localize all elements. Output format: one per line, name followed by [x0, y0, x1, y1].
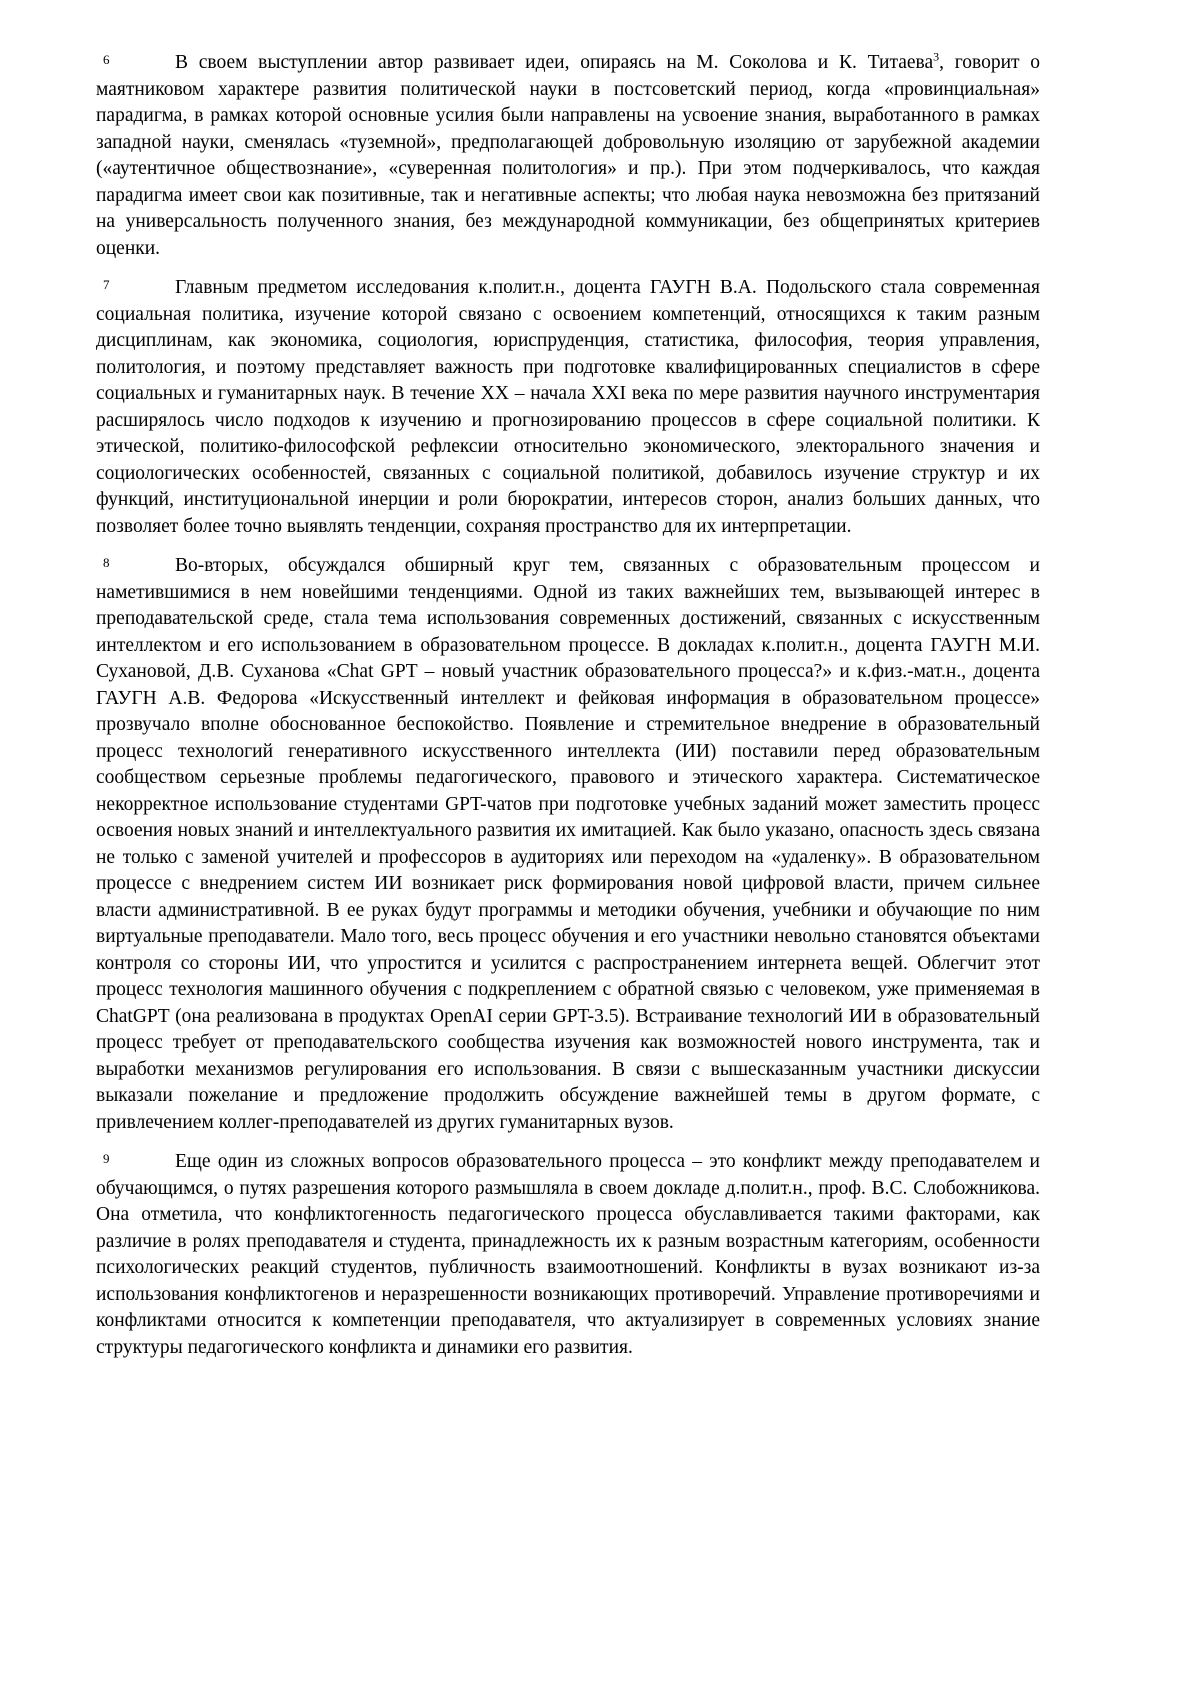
paragraph-text: Главным предметом исследования к.полит.н., доцента ГАУГН В.А. Подольского стала современная социальная политика, изучение которой связано с освоением компетенций, относящихся к таким разным дисциплинам, как экономика, социология, юриспруденция, статистика, философия, теория управления, политология, и поэтому представляет важность при подготовке квалифицированных специалистов в сфере социальных и гуманитарных наук. В течение XX – начала XXI века по мере развития научного инструментария расширялось число подходов к изучению и прогнозированию процессов в сфере социальной политики. К этической, политико-философской рефлексии относительно экономического, электорального значения и социологических особенностей, связанных с социальной политикой, добавилось изучение структур и их функций, институциональной инерции и роли бюрократии, интересов сторон, анализ больших данных, что позволяет более точно выявлять тенденции, сохраняя пространство для их интерпретации.	[96, 277, 1040, 537]
paragraph-number: 7	[103, 277, 110, 292]
footnote-marker: 3	[933, 49, 940, 64]
paragraph-text: Еще один из сложных вопросов образовательного процесса – это конфликт между преподавателем и обучающимся, о путях разрешения которого размышляла в своем докладе д.полит.н., проф. В.С. Слобожникова. Она отметила, что конфликтогенность педагогического процесса обуславливается такими факторами, как различие в ролях преподавателя и студента, принадлежность их к разным возрастным категориям, особенности психологических реакций студентов, публичность взаимоотношений. Конфликты в вузах возникают из-за использования конфликтогенов и неразрешенности возникающих противоречий. Управление противоречиями и конфликтами относится к компетенции преподавателя, что актуализирует в современных условиях знание структуры педагогического конфликта и динамики его развития.	[96, 1151, 1040, 1358]
paragraph-number: 9	[103, 1151, 110, 1166]
paragraph-number: 8	[103, 555, 110, 570]
paragraph-text: Во-вторых, обсуждался обширный круг тем, связанных с образовательным процессом и наметившимися в нем новейшими тенденциями. Одной из таких важнейших тем, вызывающей интерес в преподавательской среде, стала тема использования современных достижений, связанных с искусственным интеллектом и его использованием в образовательном процессе. В докладах к.полит.н., доцента ГАУГН М.И. Сухановой, Д.В. Суханова «Chat GPT – новый участник образовательного процесса?» и к.физ.-мат.н., доцента ГАУГН А.В. Федорова «Искусственный интеллект и фейковая информация в образовательном процессе» прозвучало вполне обоснованное беспокойство. Появление и стремительное внедрение в образовательный процесс технологий генеративного искусственного интеллекта (ИИ) поставили перед образовательным сообществом серьезные проблемы педагогического, правового и этического характера. Систематическое некорректное использование студентами GPT-чатов при подготовке учебных заданий может заместить процесс освоения новых знаний и интеллектуального развития их имитацией. Как было указано, опасность здесь связана не только с заменой учителей и профессоров в аудиториях или переходом на «удаленку». В образовательном процессе с внедрением систем ИИ возникает риск формирования новой цифровой власти, причем сильнее власти административной. В ее руках будут программы и методики обучения, учебники и обучающие по ним виртуальные преподаватели. Мало того, весь процесс обучения и его участники невольно становятся объектами контроля со стороны ИИ, что упростится и усилится с распространением интернета вещей. Облегчит этот процесс технология машинного обучения с подкреплением с обратной связью с человеком, уже применяемая в ChatGPT (она реализована в продуктах OpenAI серии GPT-3.5). Встраивание технологий ИИ в образовательный процесс требует от преподавательского сообщества изучения как возможностей нового инструмента, так и выработки механизмов регулирования его использования. В связи с вышесказанным участники дискуссии выказали пожелание и предложение продолжить обсуждение важнейшей темы в другом формате, с привлечением коллег-преподавателей из других гуманитарных вузов.	[96, 555, 1040, 1133]
paragraph-text: , говорит о маятниковом характере развития политической науки в постсоветский период, когда «провинциальная» парадигма, в рамках которой основные усилия были направлены на усвоение знания, выработанного в рамках западной науки, сменялась «туземной», предполагающей добровольную изоляцию от зарубежной академии («аутентичное обществознание», «суверенная политология» и пр.). При этом подчеркивалось, что каждая парадигма имеет свои как позитивные, так и негативные аспекты; что любая наука невозможна без притязаний на универсальность полученного знания, без международной коммуникации, без общепринятых критериев оценки.	[96, 52, 1041, 259]
paragraph-9	[96, 1149, 1040, 1361]
paragraph-7	[96, 275, 1040, 540]
paragraph-number: 6	[103, 52, 110, 67]
paragraph-8	[96, 553, 1040, 1136]
paragraph-text: В своем выступлении автор развивает идеи, опираясь на М. Соколова и К. Титаева	[175, 52, 934, 73]
paragraph-6	[96, 50, 1040, 262]
